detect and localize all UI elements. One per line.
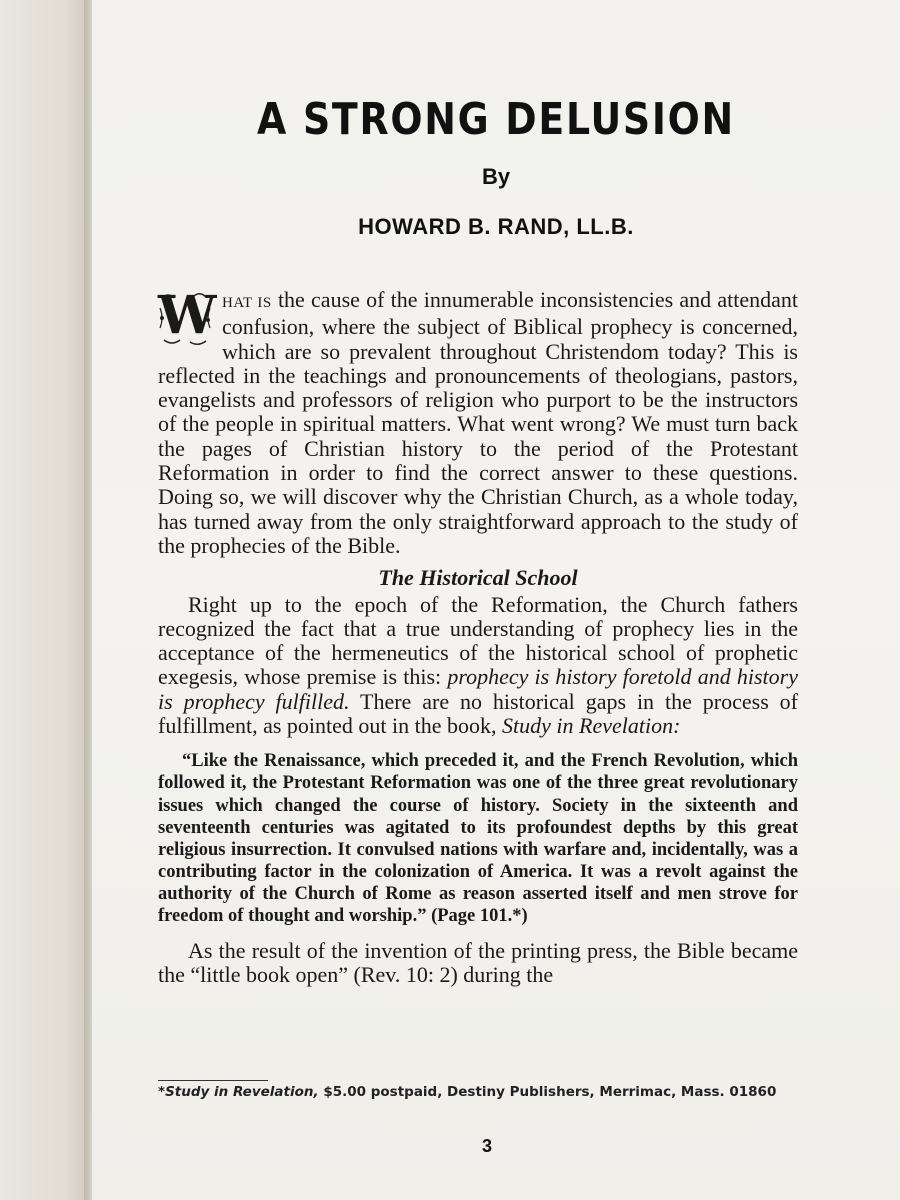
intro-text: the cause of the innumerable inconsistencies and attendant confusion, where the subject of Biblical prophecy is concerned, which are so prevalent throughout Christendom today? This is reflected in the teachings and pronouncements of theologians, pastors, evangelists and professors of religion who purport to be the instructors of the people in spiritual matters. What went wrong? We must turn back the pages of Christian history to the period of the Protestant Reformation in order to find the correct answer to these questions. Doing so, we will discover why the Christian Church, as a whole today, has turned away from the only straightforward approach to the study of the prophecies of the Bible. [158,287,799,558]
footnote-marker: * [158,1084,166,1100]
author-name: HOWARD B. RAND, LL.B. [358,214,634,239]
footnote [158,1084,808,1100]
footnote-text: $5.00 postpaid, Destiny Publishers, Merrimac, Mass. 01860 [318,1084,777,1100]
paragraph-text-continued: There are no historical gaps in the process of fulfillment, as pointed out in the book, [158,688,798,739]
paragraph-text: Right up to the epoch of the Reformation, the Church fathers recognized the fact that a true understanding of prophecy lies in the acceptance of the hermeneutics of the historical school of prophetic exegesis, whose premise is this: [158,591,798,690]
book-page [92,0,900,1200]
dropcap-letter: W [158,285,217,346]
page-title: A STRONG DELUSION [257,94,735,145]
footnote-book-title: Study in Revelation, [165,1084,319,1100]
book-title-reference: Study in Revelation: [502,713,681,739]
italic-premise: prophecy is history foretold and history is prophecy fulfilled. [158,664,798,714]
intro-lead-smallcaps: HAT IS [222,295,272,311]
block-quote: “Like the Renaissance, which preceded it, and the French Revolution, which followed it, the Protestant Reformation was one of the three great revolutionary issues which changed the course of history. Society in the sixteenth and seventeenth centuries was agitated to its profoundest depths by this great religious insurrection. It convulsed nations with warfare and, incidentally, was a contributing factor in the colonization of America. It was a revolt against the authority of the Church of Rome as reason asserted itself and men strove for freedom of thought and worship.” (Page 101.*) [158,751,798,926]
printing-press-paragraph: As the result of the invention of the printing press, the Bible became the “little book open” (Rev. 10: 2) during the [158,938,798,988]
byline-by: By [481,164,511,189]
intro-paragraph [158,285,799,558]
facing-page-edge [0,0,90,1200]
ornamental-dropcap [158,285,217,348]
article-body [158,285,799,988]
page-number: 3 [481,1136,492,1156]
historical-school-paragraph [158,593,798,739]
footnote-rule [158,1080,268,1081]
section-heading: The Historical School [378,565,578,591]
